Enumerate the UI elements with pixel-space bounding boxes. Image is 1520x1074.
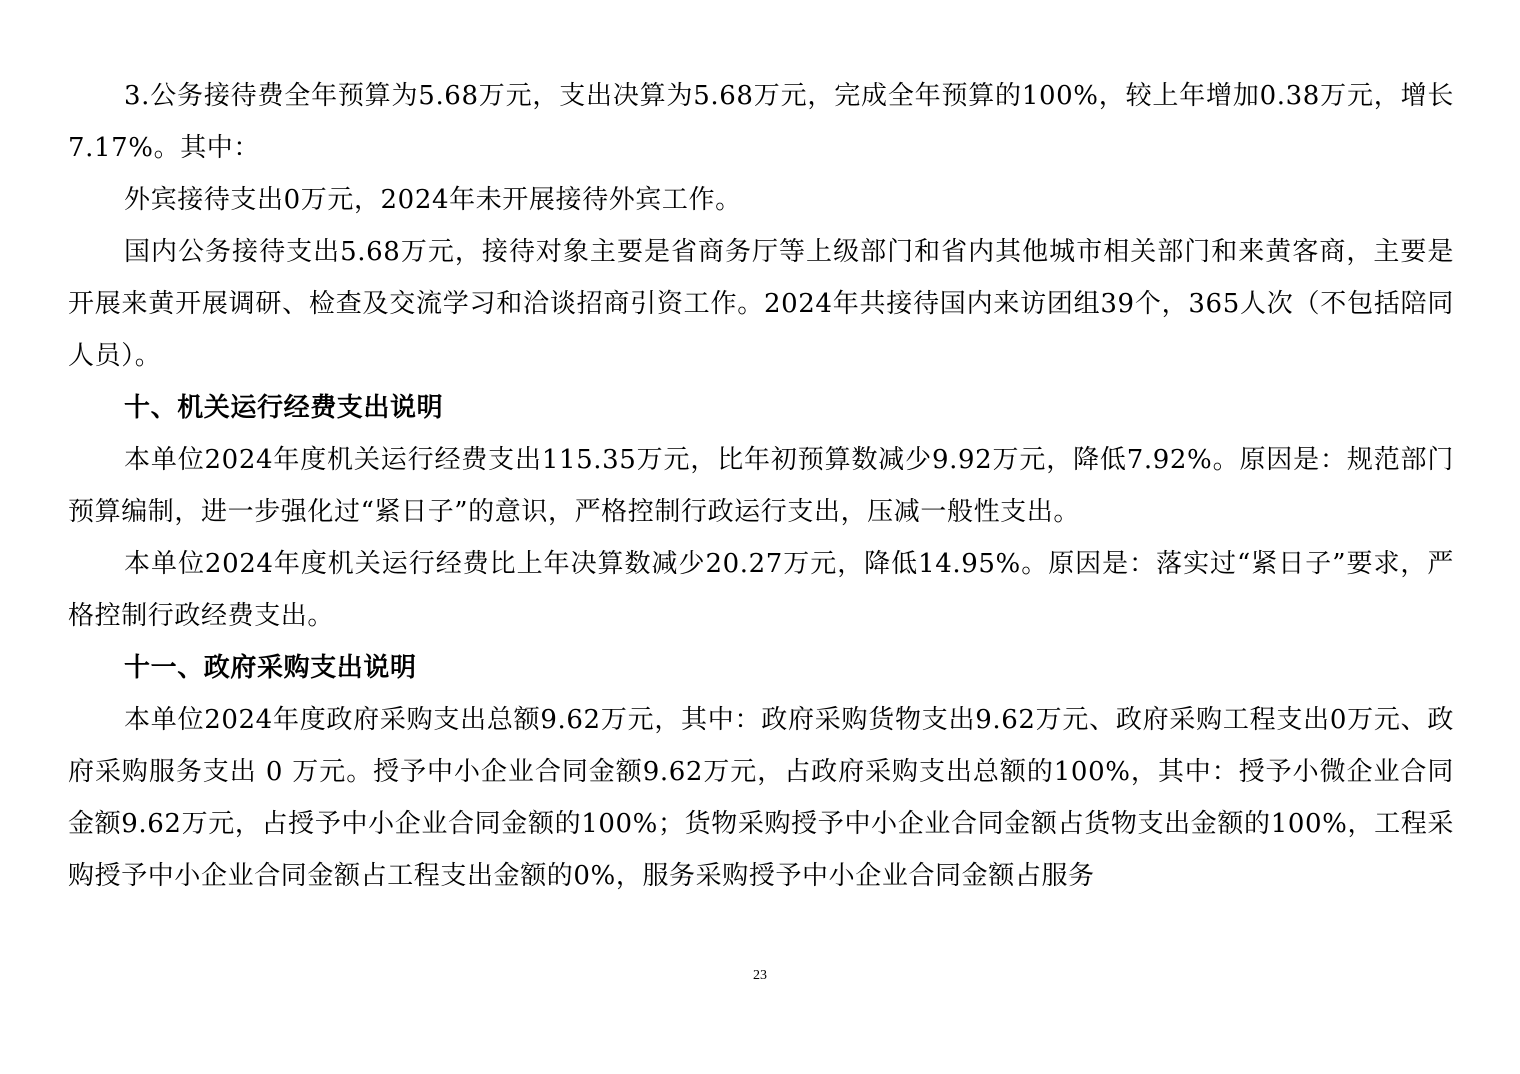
section-heading-operating-expenses: 十、机关运行经费支出说明 xyxy=(124,393,444,423)
document-body xyxy=(68,70,1454,902)
paragraph-operating-expenses-budget: 本单位2024年度机关运行经费支出115.35万元，比年初预算数减少9.92万元，降低7.92%。原因是：规范部门预算编制，进一步强化过“紧日子”的意识，严格控制行政运行支出，压减一般性支出。 xyxy=(68,445,1454,527)
paragraph-operating-expenses-prior-year: 本单位2024年度机关运行经费比上年决算数减少20.27万元，降低14.95%。原因是：落实过“紧日子”要求，严格控制行政经费支出。 xyxy=(68,549,1454,631)
paragraph-domestic-reception: 国内公务接待支出5.68万元，接待对象主要是省商务厅等上级部门和省内其他城市相关部门和来黄客商，主要是开展来黄开展调研、检查及交流学习和洽谈招商引资工作。2024年共接待国内来访团组39个，365人次（不包括陪同人员）。 xyxy=(68,237,1454,371)
paragraph-government-procurement: 本单位2024年度政府采购支出总额9.62万元，其中：政府采购货物支出9.62万元、政府采购工程支出0万元、政府采购服务支出 0 万元。授予中小企业合同金额9.62万元，占政府采购支出总额的100%，其中：授予小微企业合同金额9.62万元，占授予中小企业合同金额的100%；货物采购授予中小企业合同金额占货物支出金额的100%，工程采购授予中小企业合同金额占工程支出金额的0%，服务采购授予中小企业合同金额占服务 xyxy=(68,705,1454,891)
section-heading-government-procurement: 十一、政府采购支出说明 xyxy=(124,653,417,683)
paragraph-foreign-reception: 外宾接待支出0万元，2024年未开展接待外宾工作。 xyxy=(124,185,742,215)
page-number: 23 xyxy=(753,968,767,983)
paragraph-reception-fee: 3.公务接待费全年预算为5.68万元，支出决算为5.68万元，完成全年预算的100%，较上年增加0.38万元，增长7.17%。其中： xyxy=(68,81,1454,163)
